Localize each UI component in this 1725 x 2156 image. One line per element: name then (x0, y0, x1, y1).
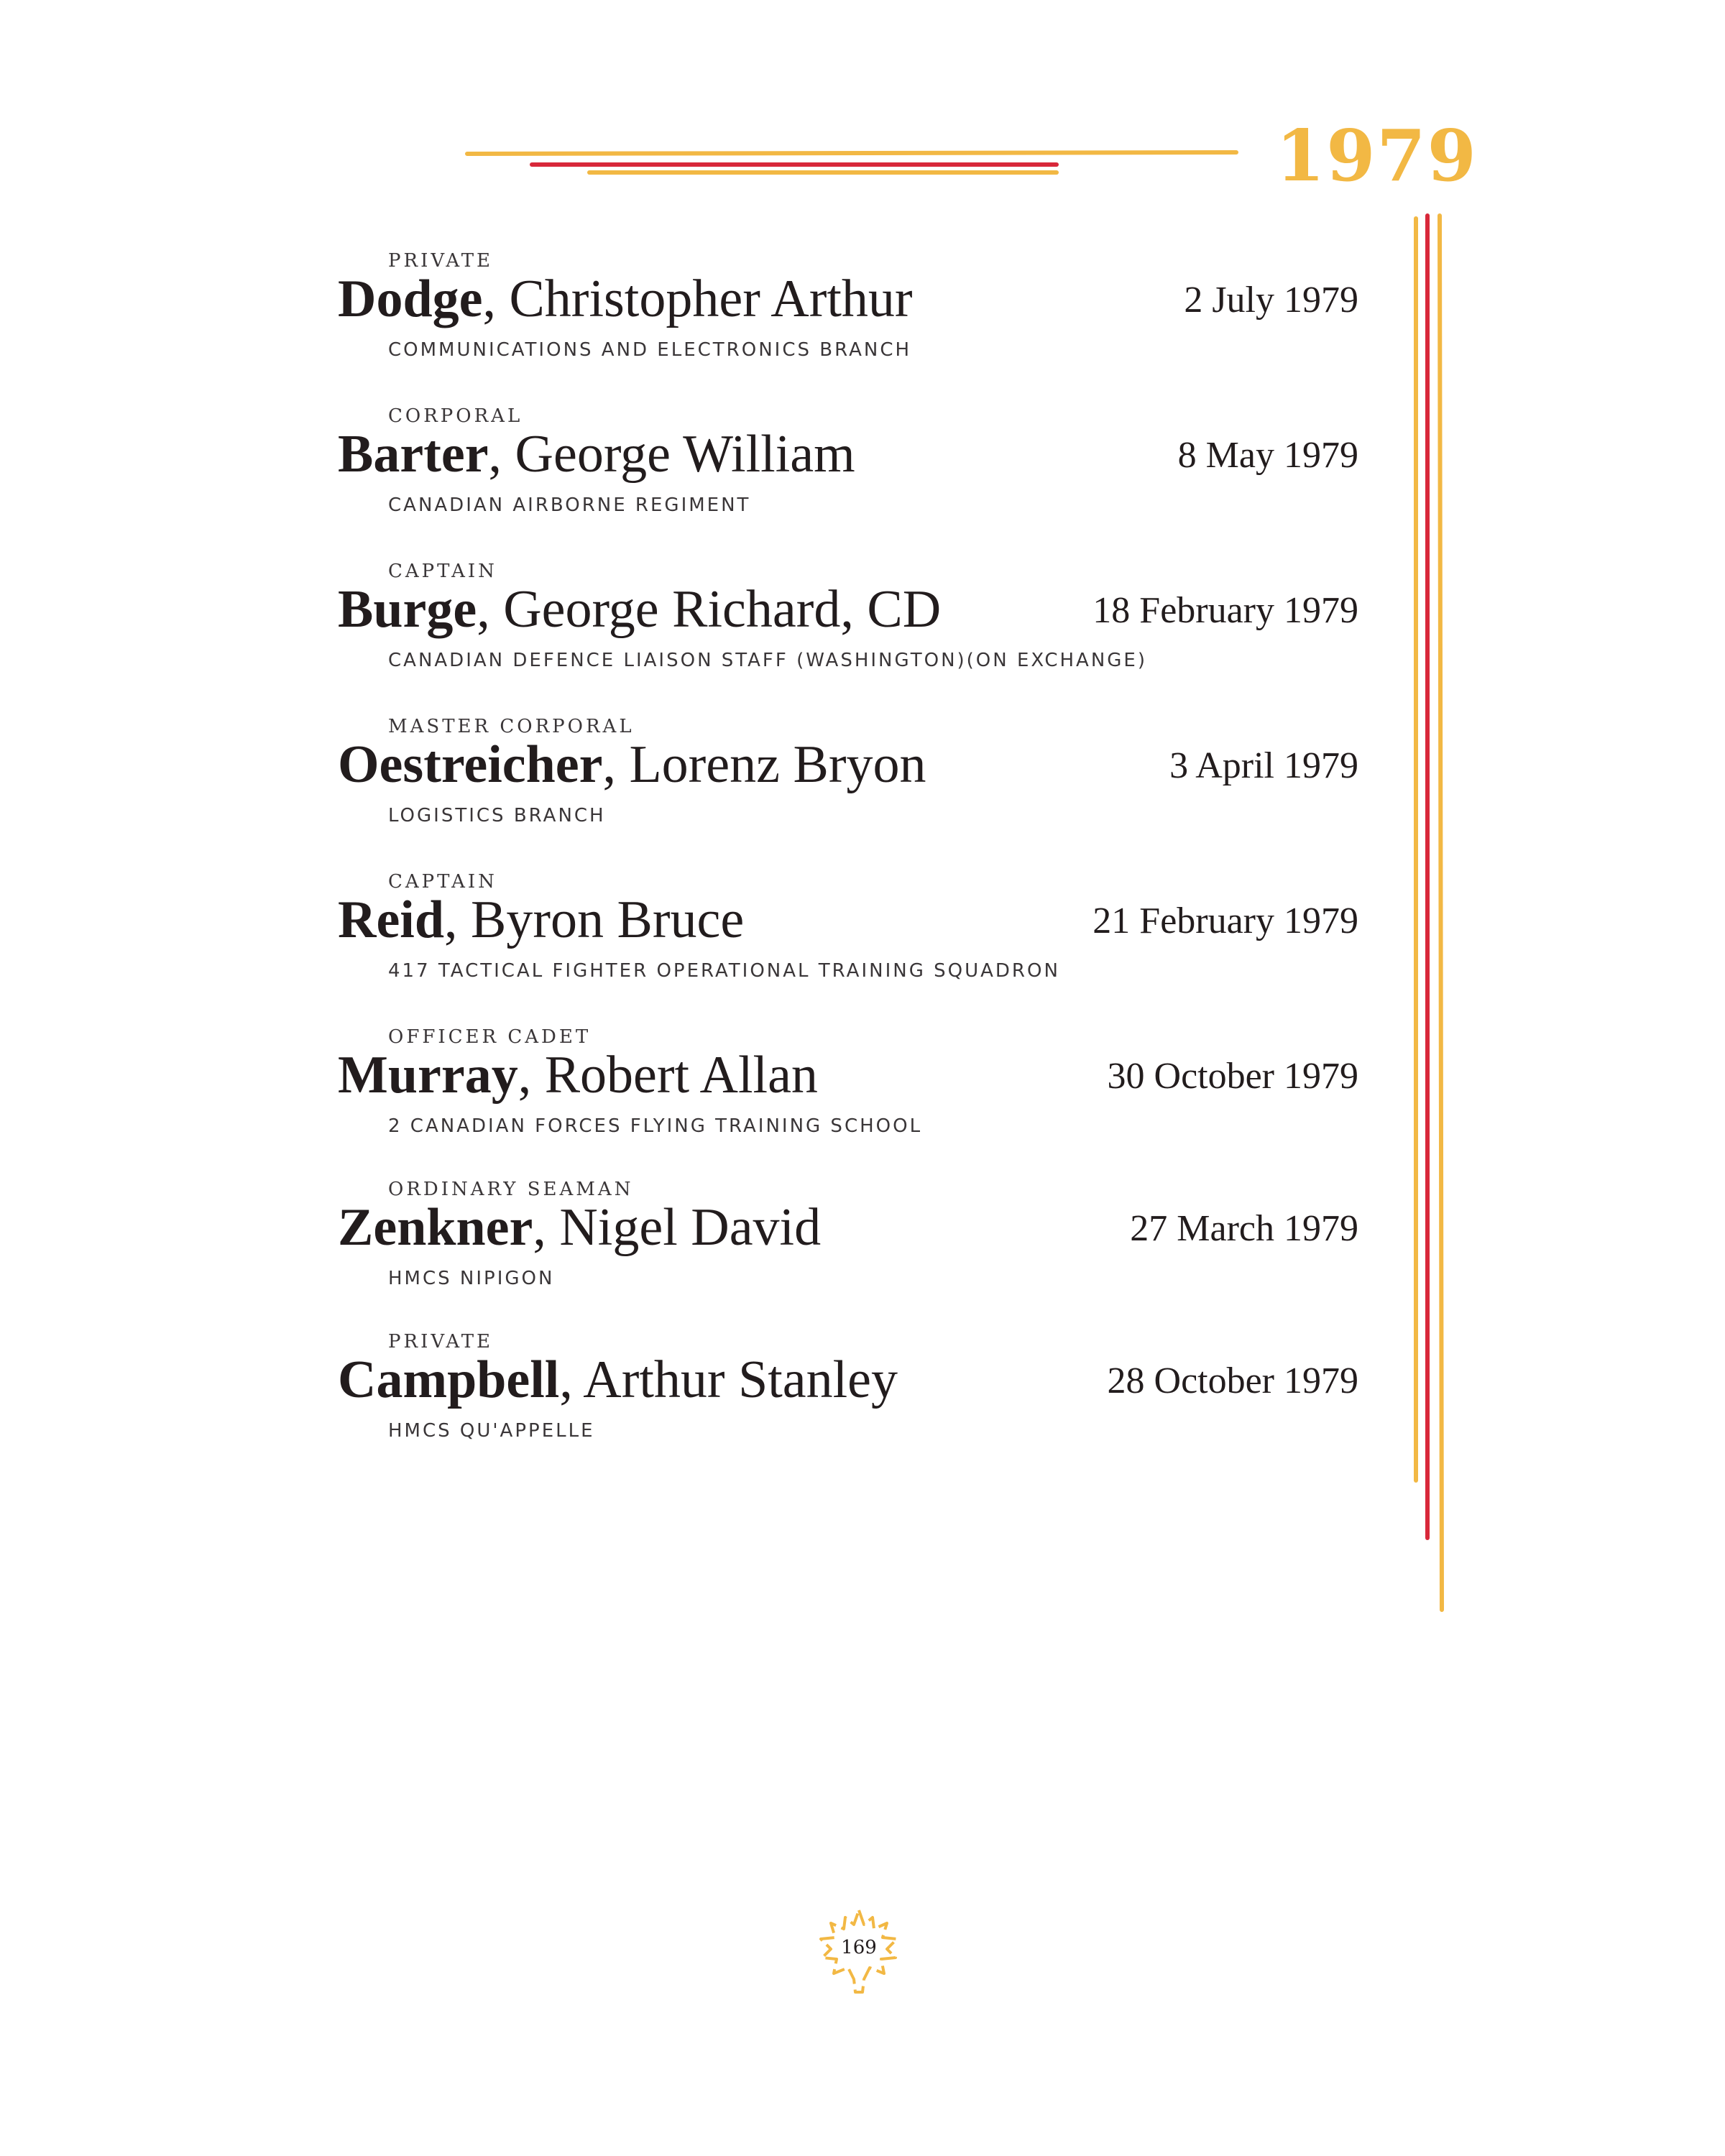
surname: Burge (338, 580, 477, 639)
given-names: George William (515, 425, 855, 484)
surname: Barter (338, 425, 489, 484)
rank-label: CAPTAIN (388, 871, 497, 893)
date-of-death: 18 February 1979 (1092, 590, 1358, 631)
surname: Murray (338, 1046, 518, 1105)
date-of-death: 28 October 1979 (1107, 1360, 1358, 1401)
memorial-entry (338, 561, 1358, 690)
full-name: Dodge, Christopher Arthur (338, 270, 913, 328)
page-number: 169 (841, 1937, 877, 1958)
given-names: Arthur Stanley (583, 1350, 898, 1409)
memorial-entry (338, 1179, 1358, 1308)
given-names: George Richard, CD (503, 580, 942, 639)
rank-label: CORPORAL (388, 405, 523, 427)
year-heading: 1979 (1276, 115, 1478, 198)
unit-label: LOGISTICS BRANCH (388, 805, 606, 826)
side-gold-rule-right (1440, 216, 1442, 1610)
surname: Reid (338, 890, 444, 949)
unit-label: COMMUNICATIONS AND ELECTRONICS BRANCH (388, 339, 912, 361)
rank-label: OFFICER CADET (388, 1026, 592, 1048)
date-of-death: 2 July 1979 (1184, 280, 1358, 321)
rank-label: PRIVATE (388, 1331, 494, 1353)
surname: Dodge (338, 270, 483, 328)
unit-label: HMCS NIPIGON (388, 1268, 555, 1289)
given-names: Robert Allan (544, 1046, 818, 1105)
given-names: Lorenz Bryon (629, 735, 926, 794)
date-of-death: 21 February 1979 (1092, 900, 1358, 941)
memorial-entry (338, 250, 1358, 379)
date-of-death: 30 October 1979 (1107, 1056, 1358, 1097)
unit-label: 2 CANADIAN FORCES FLYING TRAINING SCHOOL (388, 1115, 923, 1137)
date-of-death: 8 May 1979 (1177, 435, 1358, 476)
memorial-entry (338, 1331, 1358, 1460)
given-names: Nigel David (559, 1198, 822, 1257)
unit-label: 417 TACTICAL FIGHTER OPERATIONAL TRAINING SQUADRON (388, 960, 1060, 982)
rank-label: ORDINARY SEAMAN (388, 1179, 634, 1200)
rank-label: MASTER CORPORAL (388, 716, 635, 737)
memorial-entry (338, 871, 1358, 1000)
date-of-death: 27 March 1979 (1130, 1208, 1358, 1249)
given-names: Christopher Arthur (509, 270, 913, 328)
unit-label: CANADIAN DEFENCE LIAISON STAFF (WASHINGTON)(ON EXCHANGE) (388, 650, 1147, 671)
full-name: Reid, Byron Bruce (338, 890, 745, 949)
memorial-entry (338, 1026, 1358, 1156)
full-name: Barter, George William (338, 425, 855, 484)
top-gold-rule (467, 152, 1236, 154)
memorial-entry (338, 405, 1358, 535)
surname: Zenkner (338, 1198, 533, 1257)
full-name: Campbell, Arthur Stanley (338, 1350, 898, 1409)
unit-label: CANADIAN AIRBORNE REGIMENT (388, 494, 751, 516)
full-name: Oestreicher, Lorenz Bryon (338, 735, 926, 794)
memorial-entry (338, 716, 1358, 845)
rank-label: CAPTAIN (388, 561, 497, 582)
unit-label: HMCS QU'APPELLE (388, 1420, 595, 1442)
full-name: Burge, George Richard, CD (338, 580, 942, 639)
rank-label: PRIVATE (388, 250, 494, 272)
given-names: Byron Bruce (471, 890, 745, 949)
page-number-emblem (812, 1904, 906, 1998)
full-name: Murray, Robert Allan (338, 1046, 818, 1105)
surname: Campbell (338, 1350, 560, 1409)
surname: Oestreicher (338, 735, 603, 794)
side-decorative-rules (1409, 208, 1452, 1631)
date-of-death: 3 April 1979 (1169, 745, 1358, 786)
full-name: Zenkner, Nigel David (338, 1198, 822, 1257)
